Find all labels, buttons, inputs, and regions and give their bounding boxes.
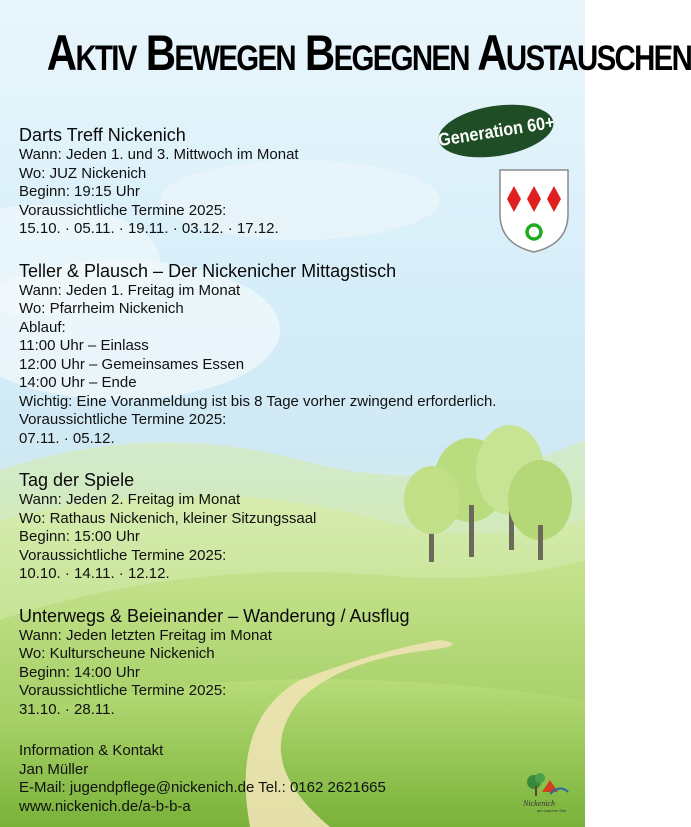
event-title: Teller & Plausch – Der Nickenicher Mittagstisch: [19, 260, 397, 281]
event-line: Wichtig: Eine Voranmeldung ist bis 8 Tage vorher zwingend erforderlich.: [19, 392, 497, 410]
event-line: Voraussichtliche Termine 2025:: [19, 201, 227, 219]
page-title: Aktiv Bewegen Begegnen Austauschen: [46, 25, 691, 81]
event-section: [19, 469, 579, 584]
event-line: 31.10. · 28.11.: [19, 700, 115, 718]
logo-name: Nickenich: [523, 799, 555, 808]
contact-block: [19, 742, 499, 816]
event-section: [19, 605, 579, 720]
event-title: Tag der Spiele: [19, 470, 135, 490]
event-line: 10.10. · 14.11. · 12.12.: [19, 565, 170, 582]
event-line: 07.11. · 05.12.: [19, 429, 115, 447]
event-line: Ablauf:: [19, 318, 66, 336]
event-title: Darts Treff Nickenich: [19, 125, 186, 145]
badge-label: Generation 60+: [436, 111, 556, 150]
contact-website: www.nickenich.de/a-b-b-a: [19, 797, 191, 815]
event-line: Beginn: 14:00 Uhr: [19, 663, 140, 681]
event-line: 14:00 Uhr – Ende: [19, 374, 137, 391]
event-line: Wann: Jeden 2. Freitag im Monat: [19, 491, 241, 508]
event-line: Wann: Jeden 1. und 3. Mittwoch im Monat: [19, 146, 299, 163]
contact-name: Jan Müller: [19, 760, 89, 778]
event-line: 11:00 Uhr – Einlass: [19, 337, 149, 354]
event-line: Voraussichtliche Termine 2025:: [19, 546, 227, 564]
event-line: Wann: Jeden 1. Freitag im Monat: [19, 281, 241, 299]
event-line: Wo: Pfarrheim Nickenich: [19, 300, 184, 317]
event-section: [19, 260, 579, 449]
event-line: Wo: JUZ Nickenich: [19, 164, 147, 182]
event-title: Unterwegs & Beieinander – Wanderung / Ausflug: [19, 605, 410, 626]
event-line: Voraussichtliche Termine 2025:: [19, 682, 227, 699]
contact-email-phone: E-Mail: jugendpflege@nickenich.de Tel.: 0162 2621665: [19, 779, 386, 796]
event-line: Wo: Rathaus Nickenich, kleiner Sitzungssaal: [19, 509, 317, 527]
logo-subtitle: am Laacher See: [537, 808, 567, 813]
event-section: [19, 124, 579, 239]
contact-heading: Information & Kontakt: [19, 742, 164, 759]
event-line: Beginn: 15:00 Uhr: [19, 528, 140, 545]
event-line: Voraussichtliche Termine 2025:: [19, 411, 227, 428]
event-line: Wann: Jeden letzten Freitag im Monat: [19, 626, 272, 644]
event-line: 12:00 Uhr – Gemeinsames Essen: [19, 355, 245, 373]
event-line: 15.10. · 05.11. · 19.11. · 03.12. · 17.12.: [19, 220, 279, 237]
events-list: [19, 124, 579, 740]
event-line: Beginn: 19:15 Uhr: [19, 183, 140, 200]
event-line: Wo: Kulturscheune Nickenich: [19, 645, 215, 662]
